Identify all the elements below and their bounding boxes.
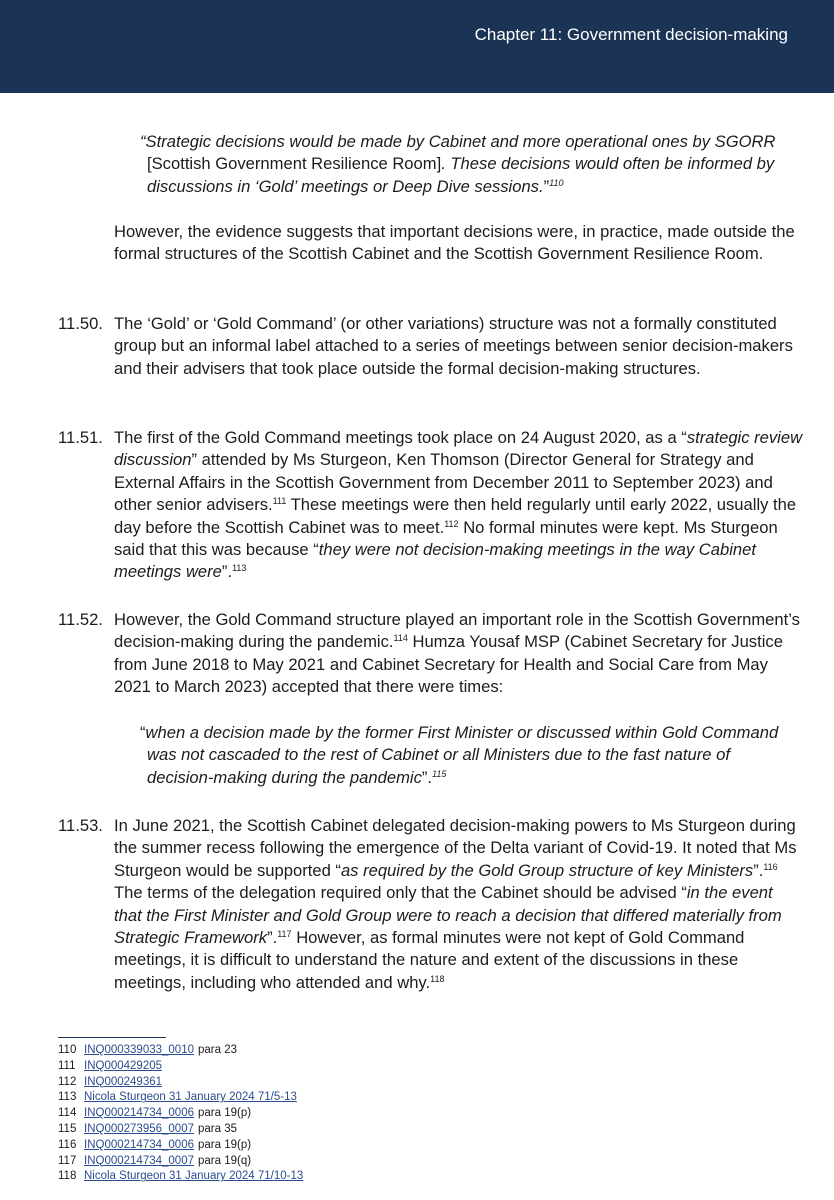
- footnote-detail: para 19(p): [198, 1107, 252, 1120]
- footnote-detail: para 19(q): [198, 1154, 252, 1167]
- footnote-ref-110[interactable]: 110: [549, 177, 564, 188]
- footnote-ref-118[interactable]: 118: [430, 973, 445, 984]
- footnote-number: 118: [58, 1170, 77, 1183]
- footnote-number: 117: [58, 1154, 77, 1167]
- footnote-item: [58, 1154, 307, 1170]
- para-11-51-seg3: These meetings were then held regularly until early 2022, usually the day before the Scottish Cabinet was to meet.: [114, 495, 797, 537]
- footnote-number: 116: [58, 1138, 77, 1151]
- footnote-number: 114: [58, 1107, 77, 1120]
- para-11-51-seg1: The first of the Gold Command meetings took place on 24 August 2020, as a “: [114, 428, 687, 447]
- footnote-number: 113: [58, 1091, 77, 1104]
- para-number-11-51: 11.51.: [58, 428, 103, 447]
- para-11-53-italic1: as required by the Gold Group structure of key Ministers: [340, 860, 754, 880]
- para-11-53-seg1: In June 2021, the Scottish Cabinet delegated decision-making powers to Ms Sturgeon during the summer recess following the emergence of the Delta variant of Covid-19. It noted that Ms Sturgeon would be supported “: [114, 816, 797, 880]
- footnote-number: 112: [58, 1075, 77, 1088]
- footnote-item: [58, 1106, 307, 1122]
- quote1-part1: Strategic decisions would be made by Cabinet and more operational ones by SGORR: [145, 132, 776, 151]
- footnote-link[interactable]: INQ000249361: [84, 1075, 163, 1088]
- footnote-detail: para 19(p): [198, 1138, 252, 1151]
- footnote-detail: para 23: [198, 1044, 238, 1056]
- footnote-item: [58, 1138, 307, 1154]
- footnote-ref-114[interactable]: 114: [393, 633, 408, 644]
- footnote-number: 115: [58, 1122, 77, 1135]
- footnote-link[interactable]: INQ000273956_0007: [84, 1122, 194, 1135]
- para-11-53-seg4: ”.: [267, 928, 278, 948]
- footnote-link[interactable]: Nicola Sturgeon 31 January 2024 71/5-13: [84, 1091, 297, 1104]
- para-number-11-53: 11.53.: [58, 816, 103, 835]
- para-11-52-seg1: However, the Gold Command structure played an important role in the Scottish Government’s decision-making during the pandemic.: [114, 610, 800, 652]
- para-11-50-text: The ‘Gold’ or ‘Gold Command’ (or other variations) structure was not a formally constituted group but an informal label attached to a series of meetings between senior decision-makers and their advisers that took place outside the formal decision-making structures.: [114, 314, 793, 378]
- footnote-link[interactable]: INQ000339033_0010: [84, 1044, 194, 1056]
- para-11-51-text: [114, 427, 804, 584]
- footnote-link[interactable]: INQ000429205: [84, 1059, 163, 1072]
- quote-block-2: “when a decision made by the former First Minister or discussed within Gold Command was not cascaded to the rest of Cabinet or all Ministers due to the fast nature of decision-making during the pandemic”.$^{115}$: [140, 723, 779, 787]
- para-11-53-seg2: ”.: [753, 860, 764, 880]
- footnote-ref-115[interactable]: 115: [432, 768, 447, 779]
- footnote-divider: [58, 1037, 166, 1038]
- footnote-item: [58, 1075, 307, 1091]
- footnote-ref-117[interactable]: 117: [277, 929, 292, 940]
- quote2-end: ”.: [421, 767, 433, 787]
- footnote-ref-112[interactable]: 112: [444, 518, 459, 529]
- footnote-detail: para 35: [198, 1122, 238, 1135]
- quote-block-1: “Strategic decisions would be made by Cabinet and more operational ones by SGORR [Scottish Government Resilience Room]. These decisions would often be informed by discussions in ‘Gold’ meetings or Deep Dive sessions.”$^{110}$: [140, 132, 776, 196]
- para-11-53-seg3: The terms of the delegation required only that the Cabinet should be advised “: [114, 883, 687, 903]
- para-11-51-seg2: ” attended by Ms Sturgeon, Ken Thomson (Director General for Strategy and External Affairs in the Scottish Government from December 2011 to September 2023) and other senior advisers.: [114, 450, 773, 515]
- footnote-link[interactable]: Nicola Sturgeon 31 January 2024 71/10-13: [84, 1170, 304, 1183]
- chapter-title: Chapter 11: Government decision-making: [474, 25, 788, 44]
- footnote-item: [58, 1169, 307, 1185]
- quote1-part2: [Scottish Government Resilience Room]: [147, 154, 442, 174]
- intro-paragraph: However, the evidence suggests that important decisions were, in practice, made outside the formal structures of the Scottish Cabinet and the Scottish Government Resilience Room.: [114, 222, 795, 264]
- para-11-51-seg5: ”.: [221, 562, 233, 582]
- footnote-link[interactable]: INQ000214734_0006: [84, 1107, 194, 1120]
- para-number-11-50: 11.50.: [58, 314, 103, 333]
- footnotes-list: [58, 1043, 307, 1185]
- footnote-ref-116[interactable]: 116: [763, 861, 778, 872]
- footnote-ref-113[interactable]: 113: [232, 563, 247, 574]
- quote2-text: when a decision made by the former First Minister or discussed within Gold Command was not cascaded to the rest of Cabinet or all Ministers due to the fast nature of decision-making during the pandemic: [145, 723, 779, 787]
- para-11-51-italic2: they were not decision-making meetings in the way Cabinet meetings were: [114, 540, 756, 582]
- para-11-53-text: [114, 815, 804, 994]
- para-11-53-italic2: in the event that the First Minister and Gold Group were to reach a decision that differed materially from Strategic Framework: [114, 883, 782, 948]
- para-11-52-text: [114, 609, 804, 699]
- footnote-number: 111: [58, 1059, 76, 1072]
- footnote-item: [58, 1059, 307, 1075]
- footnote-item: [58, 1043, 307, 1059]
- para-11-51-seg4: No formal minutes were kept. Ms Sturgeon said that this was because “: [114, 517, 778, 560]
- footnote-link[interactable]: INQ000214734_0007: [84, 1154, 194, 1167]
- para-11-53-seg5: However, as formal minutes were not kept of Gold Command meetings, it is difficult to understand the nature and extent of the discussions in these meetings, including who attended and why.: [114, 928, 745, 992]
- quote1-part3: . These decisions would often be informed by discussions in ‘Gold’ meetings or Deep Dive sessions.: [147, 154, 775, 196]
- footnote-item: [58, 1090, 307, 1106]
- para-11-51-italic1: strategic review discussion: [114, 428, 803, 470]
- page-header: [0, 0, 834, 93]
- footnote-item: [58, 1122, 307, 1138]
- para-number-11-52: 11.52.: [58, 610, 103, 629]
- footnote-link[interactable]: INQ000214734_0006: [84, 1138, 194, 1151]
- para-11-52-seg2: Humza Yousaf MSP (Cabinet Secretary for Justice from June 2018 to May 2021 and Cabinet Secretary for Health and Social Care from May 2021 to March 2023) accepted that there were times:: [114, 632, 783, 697]
- footnote-number: 110: [58, 1044, 77, 1056]
- footnote-ref-111[interactable]: 111: [272, 496, 287, 507]
